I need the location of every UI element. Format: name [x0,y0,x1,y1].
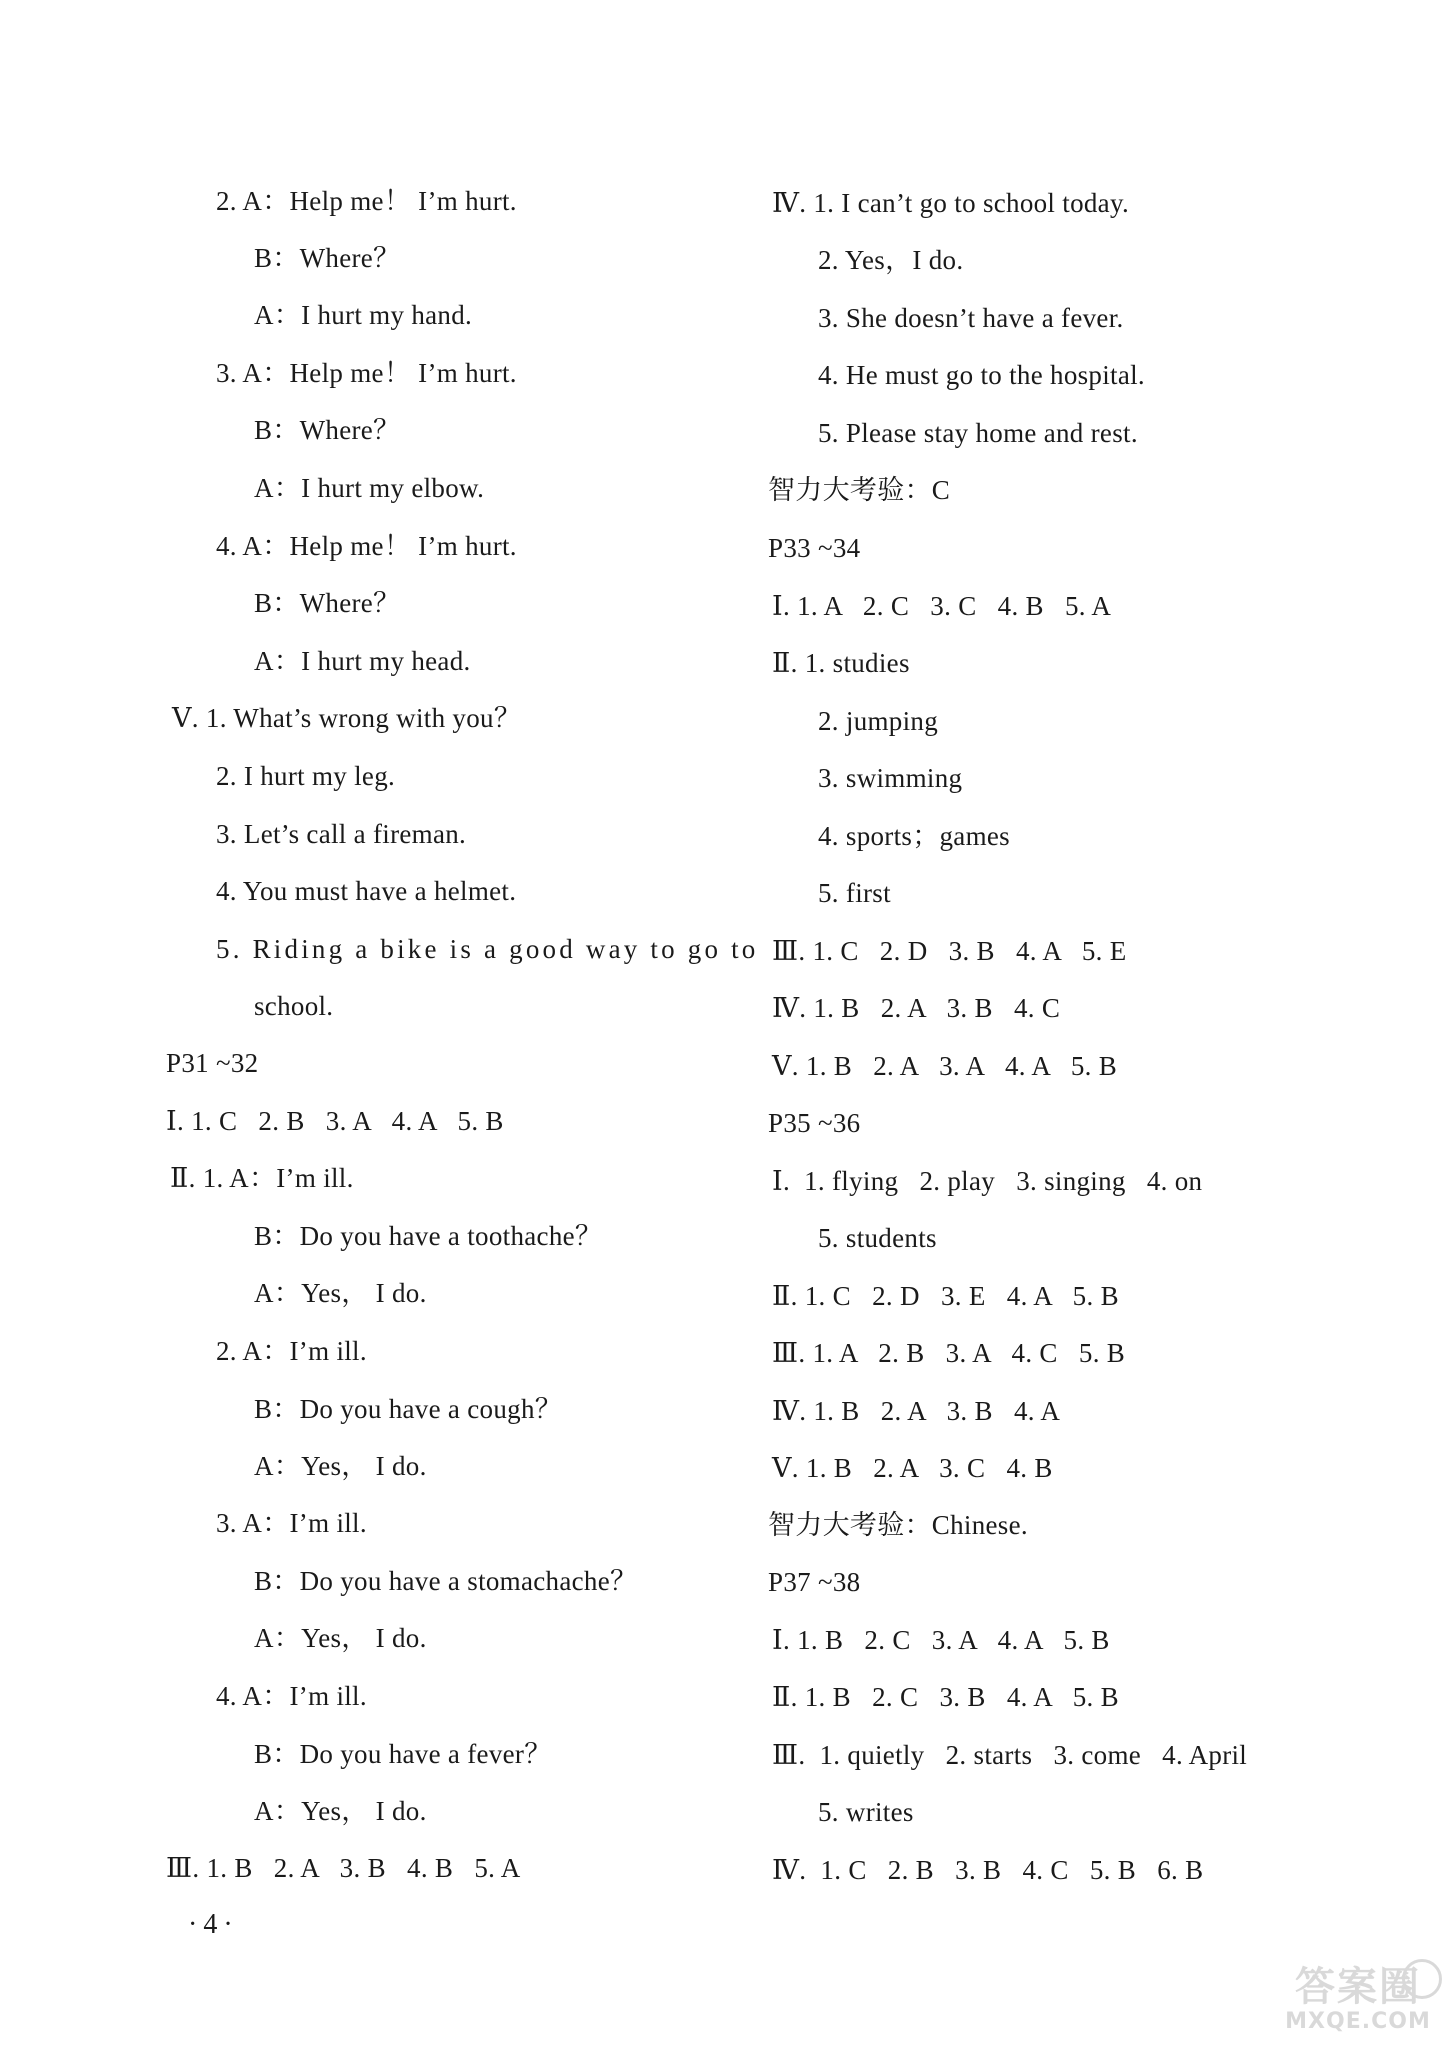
answer-line: B：Where？ [254,415,401,445]
answer-line: B：Do you have a stomachache？ [254,1566,638,1596]
answer-line: school. [254,991,334,1021]
answer-line: 2. I hurt my leg. [216,761,396,791]
page-number: ·4· [188,1909,239,1940]
section-heading: Ⅳ. 1. I can’t go to school today. [772,188,1130,218]
answer-line: A：I hurt my elbow. [254,473,485,503]
answer-line: 3. A：I’m ill. [216,1508,367,1538]
answer-line: 3. She doesn’t have a fever. [818,303,1124,333]
section-heading: Ⅲ. 1. A 2. B 3. A 4. C 5. B [772,1338,1126,1368]
answer-line: 2. jumping [818,706,939,736]
answer-line: A：Yes， I do. [254,1623,427,1653]
section-heading: Ⅳ. 1. B 2. A 3. B 4. C [772,993,1061,1023]
answer-line: 3. Let’s call a fireman. [216,819,467,849]
section-heading: Ⅲ. 1. C 2. D 3. B 4. A 5. E [772,936,1127,966]
page-range-heading: P35 ~36 [768,1108,861,1138]
answer-line: 5. writes [818,1797,914,1827]
answer-line: B：Where？ [254,588,401,618]
answer-line: 5. first [818,878,891,908]
section-heading: Ⅳ. 1. C 2. B 3. B 4. C 5. B 6. B [772,1855,1204,1885]
section-heading: Ⅰ. 1. C 2. B 3. A 4. A 5. B [166,1106,504,1136]
section-heading: Ⅰ. 1. flying 2. play 3. singing 4. on [772,1166,1203,1196]
answer-line: 5. Please stay home and rest. [818,418,1138,448]
section-heading: Ⅴ. 1. B 2. A 3. C 4. B [772,1453,1053,1483]
section-heading: Ⅴ. 1. What’s wrong with you？ [172,703,522,733]
section-heading: Ⅱ. 1. C 2. D 3. E 4. A 5. B [772,1281,1119,1311]
section-heading: Ⅱ. 1. A：I’m ill. [170,1163,354,1193]
answer-line: B：Do you have a cough？ [254,1394,563,1424]
section-heading: Ⅴ. 1. B 2. A 3. A 4. A 5. B [772,1051,1118,1081]
answer-line: A：Yes， I do. [254,1451,427,1481]
answer-line: B：Where？ [254,243,401,273]
answer-line: 2. A：I’m ill. [216,1336,367,1366]
section-heading: Ⅳ. 1. B 2. A 3. B 4. A [772,1396,1061,1426]
section-heading: Ⅱ. 1. B 2. C 3. B 4. A 5. B [772,1682,1119,1712]
answer-line: 5. Riding a bike is a good way to go to [216,934,759,964]
answer-line: B：Do you have a fever？ [254,1739,552,1769]
watermark-logo-text: 答案圈 [1295,1964,1421,2010]
site-watermark [1270,1955,1446,2047]
section-heading: Ⅲ. 1. quietly 2. starts 3. come 4. April [772,1740,1248,1770]
answer-line: A：I hurt my head. [254,646,471,676]
answer-line: 4. sports；games [818,821,1010,851]
answer-line: 4. He must go to the hospital. [818,360,1145,390]
section-heading: Ⅰ. 1. A 2. C 3. C 4. B 5. A [772,591,1112,621]
answer-line: 4. A：I’m ill. [216,1681,367,1711]
watermark-url: MXQE.COM [1285,2009,1431,2034]
answer-line: B：Do you have a toothache？ [254,1221,603,1251]
answer-line: 3. A：Help me！ I’m hurt. [216,358,517,388]
answer-line: 4. You must have a helmet. [216,876,517,906]
brain-teaser-answer: 智力大考验：Chinese. [768,1510,1028,1540]
watermark-badge-icon [1402,1959,1442,1999]
page-range-heading: P33 ~34 [768,533,861,563]
answer-line: 2. A：Help me！ I’m hurt. [216,186,517,216]
answer-line: 3. swimming [818,763,963,793]
answer-line: A：Yes， I do. [254,1278,427,1308]
answer-line: 2. Yes，I do. [818,245,964,275]
brain-teaser-answer: 智力大考验：C [768,475,951,505]
section-heading: Ⅰ. 1. B 2. C 3. A 4. A 5. B [772,1625,1110,1655]
answer-line: A：Yes， I do. [254,1796,427,1826]
page-range-heading: P37 ~38 [768,1567,861,1597]
answer-line: 4. A：Help me！ I’m hurt. [216,531,517,561]
page-range-heading: P31 ~32 [166,1048,259,1078]
section-heading: Ⅲ. 1. B 2. A 3. B 4. B 5. A [166,1853,521,1883]
answer-line: A：I hurt my hand. [254,300,473,330]
answer-line: 5. students [818,1223,937,1253]
section-heading: Ⅱ. 1. studies [772,648,910,678]
